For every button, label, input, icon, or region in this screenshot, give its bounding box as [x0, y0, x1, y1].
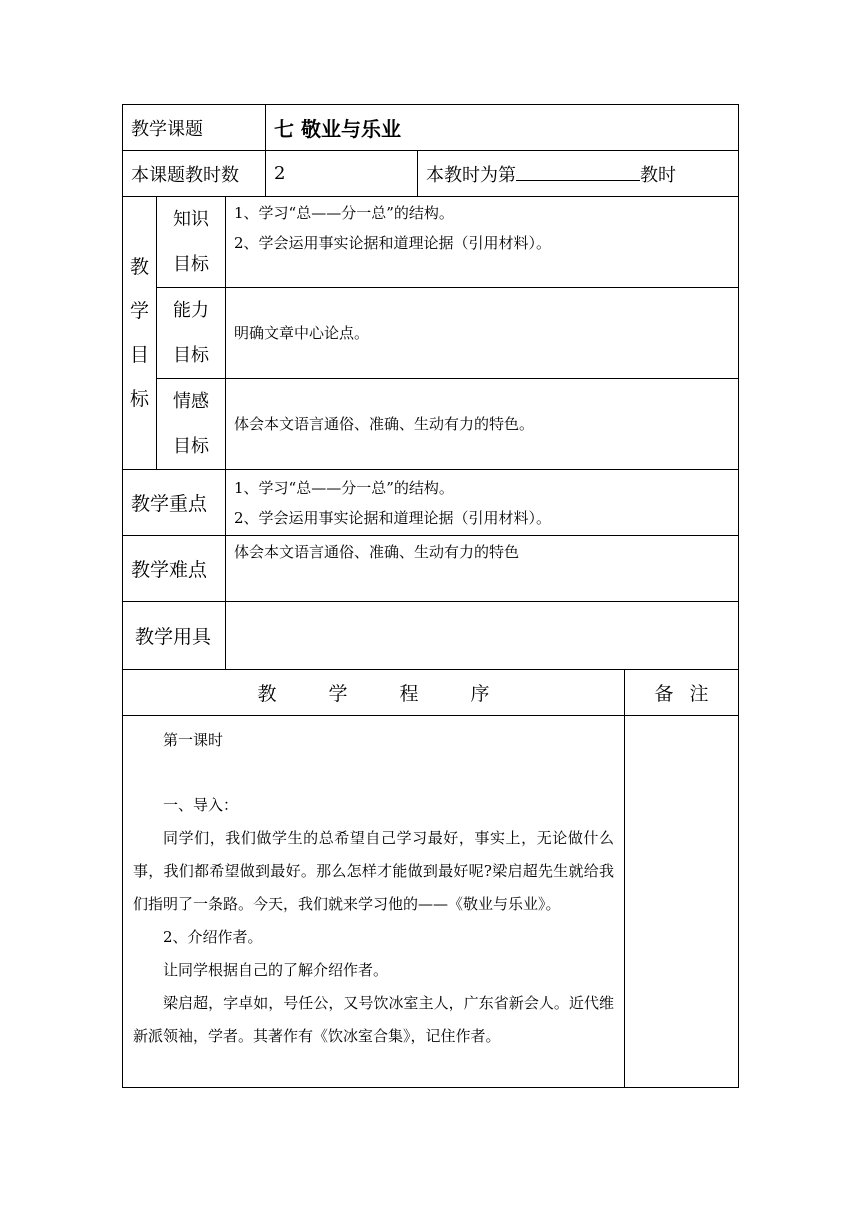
ability-goal-content: 明确文章中心论点。	[226, 288, 739, 379]
key-points-label: 教学重点	[123, 470, 226, 536]
hours-row	[123, 151, 739, 197]
knowledge-goal-item: 2、学会运用事实论据和道理论据（引用材料）。	[234, 234, 552, 252]
goals-group-label	[123, 197, 157, 470]
knowledge-goal-item: 1、学习“总——分一总”的结构。	[234, 204, 454, 222]
notes-heading-char: 注	[689, 683, 709, 705]
difficulty-content: 体会本文语言通俗、准确、生动有力的特色	[226, 536, 739, 602]
key-point-item: 1、学习“总——分一总”的结构。	[234, 478, 454, 497]
session-number	[418, 151, 739, 197]
procedure-heading-char: 程	[399, 683, 419, 705]
topic-value: 七 敬业与乐业	[266, 105, 739, 151]
tools-row	[123, 602, 739, 670]
ability-label-line: 能力	[173, 300, 209, 321]
lesson-plan-table	[122, 104, 739, 1088]
hours-label: 本课题教时数	[123, 151, 266, 197]
procedure-content	[123, 716, 625, 1088]
ability-label-line: 目标	[173, 345, 209, 366]
key-point-item: 2、学会运用事实论据和道理论据（引用材料）。	[234, 508, 552, 527]
procedure-paragraph: 2、介绍作者。	[163, 928, 263, 946]
topic-label: 教学课题	[123, 105, 266, 151]
procedure-heading-char: 序	[470, 683, 490, 705]
session-suffix: 教时	[640, 164, 676, 186]
topic-row	[123, 105, 739, 151]
procedure-paragraph: 同学们，我们做学生的总希望自己学习最好，事实上，无论做什么事，我们都希望做到最好。那么怎样才能做到最好呢?梁启超先生就给我们指明了一条路。今天，我们就来学习他的——《敬业与乐业》。	[133, 829, 614, 913]
difficulty-label: 教学难点	[123, 536, 226, 602]
ability-goal-row	[123, 288, 739, 379]
goals-group-char: 目	[129, 344, 149, 366]
procedure-paragraph: 一、导入：	[163, 796, 239, 814]
notes-heading-char: 备	[654, 683, 674, 705]
goals-group-char: 标	[129, 388, 149, 410]
hours-value: 2	[266, 151, 418, 197]
procedure-paragraph: 让同学根据自己的了解介绍作者。	[163, 961, 389, 979]
goals-group-char: 学	[129, 300, 149, 322]
knowledge-label-line: 目标	[173, 254, 209, 275]
procedure-heading-char: 学	[328, 683, 348, 705]
procedure-header-row	[123, 670, 739, 716]
emotion-goal-row	[123, 379, 739, 470]
key-points-row	[123, 470, 739, 536]
procedure-body-row	[123, 716, 739, 1088]
knowledge-goal-label	[157, 197, 226, 288]
emotion-label-line: 目标	[173, 436, 209, 457]
procedure-paragraph: 第一课时	[163, 731, 224, 749]
emotion-goal-content: 体会本文语言通俗、准确、生动有力的特色。	[226, 379, 739, 470]
procedure-heading-char: 教	[257, 683, 277, 705]
goals-group-char: 教	[129, 256, 149, 278]
procedure-heading	[123, 670, 625, 716]
key-points-content	[226, 470, 739, 536]
knowledge-goal-row	[123, 197, 739, 288]
ability-goal-label	[157, 288, 226, 379]
session-blank	[516, 162, 640, 181]
tools-label: 教学用具	[123, 602, 226, 670]
difficulty-row	[123, 536, 739, 602]
notes-content	[625, 716, 739, 1088]
notes-heading	[625, 670, 739, 716]
emotion-goal-label	[157, 379, 226, 470]
knowledge-goal-content	[226, 197, 739, 288]
emotion-label-line: 情感	[173, 391, 209, 412]
session-prefix: 本教时为第	[426, 164, 516, 186]
procedure-paragraph: 梁启超，字卓如，号任公，又号饮冰室主人，广东省新会人。近代维新派领袖，学者。其著作有《饮冰室合集》，记住作者。	[133, 994, 614, 1045]
knowledge-label-line: 知识	[173, 209, 209, 230]
tools-content	[226, 602, 739, 670]
